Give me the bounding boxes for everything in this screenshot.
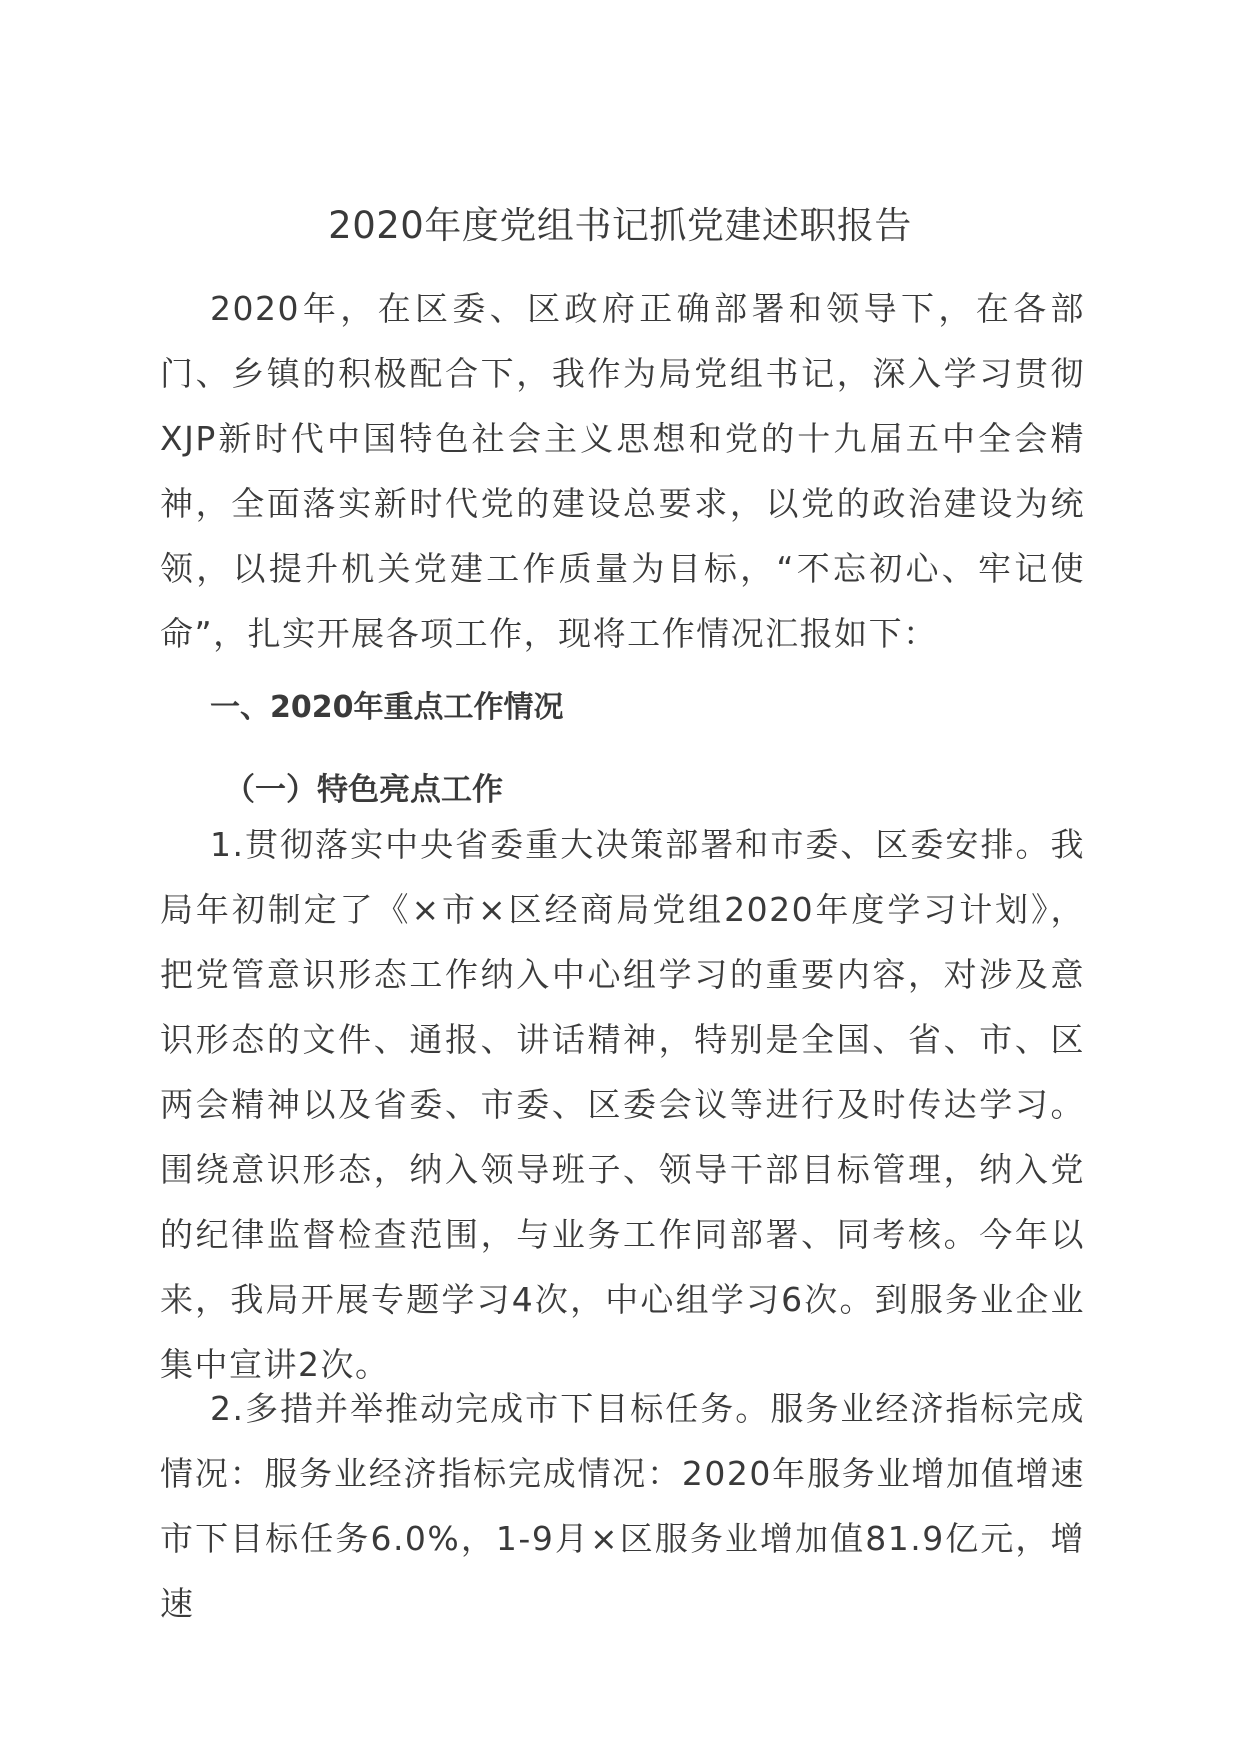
subsection-heading: （一）特色亮点工作 xyxy=(224,772,503,808)
intro-paragraph: 2020年，在区委、区政府正确部署和领导下，在各部门、乡镇的积极配合下，我作为局党组书记，深入学习贯彻XJP新时代中国特色社会主义思想和党的十九届五中全会精神，全面落实新时代党的建设总要求，以党的政治建设为统领，以提升机关党建工作质量为目标，“不忘初心、牢记使命”，扎实开展各项工作，现将工作情况汇报如下： xyxy=(160,289,1085,653)
document-title: 2020年度党组书记抓党建述职报告 xyxy=(328,204,912,247)
section-heading: 一、2020年重点工作情况 xyxy=(210,690,564,725)
item-2-paragraph: 2.多措并举推动完成市下目标任务。服务业经济指标完成情况：服务业经济指标完成情况：2020年服务业增加值增速市下目标任务6.0%，1-9月×区服务业增加值81.9亿元，增速 xyxy=(160,1389,1085,1623)
item-1-paragraph: 1.贯彻落实中央省委重大决策部署和市委、区委安排。我局年初制定了《×市×区经商局党组2020年度学习计划》，把党管意识形态工作纳入中心组学习的重要内容，对涉及意识形态的文件、通报、讲话精神，特别是全国、省、市、区两会精神以及省委、市委、区委会议等进行及时传达学习。围绕意识形态，纳入领导班子、领导干部目标管理，纳入党的纪律监督检查范围，与业务工作同部署、同考核。今年以来，我局开展专题学习4次，中心组学习6次。到服务业企业集中宣讲2次。 xyxy=(160,825,1085,1384)
